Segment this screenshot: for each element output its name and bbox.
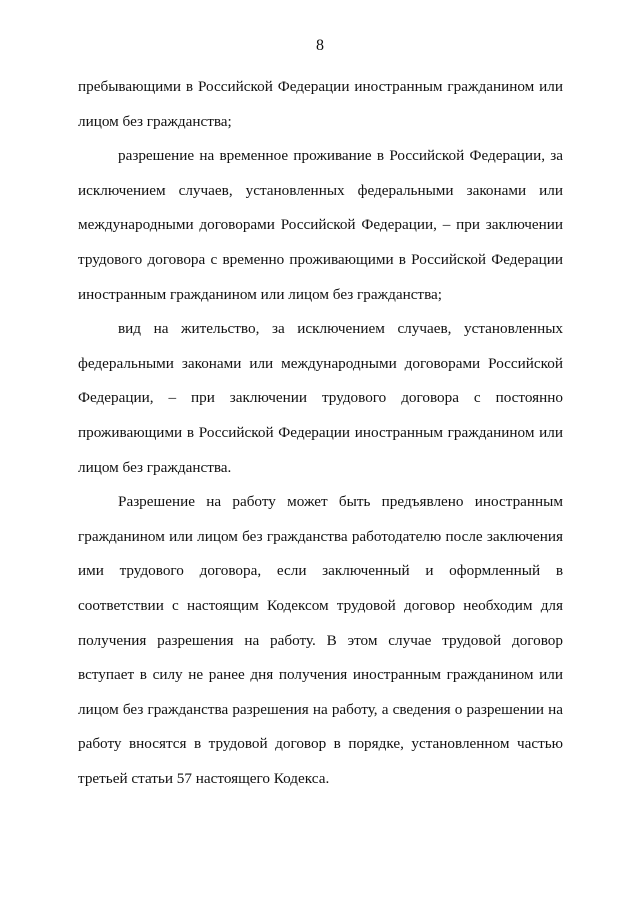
paragraph-temporary-residence-permit: разрешение на временное проживание в Российской Федерации, за исключением случаев, установленных федеральными законами или международными договорами Российской Федерации, – при заключении трудового договора с временно проживающими в Российской Федерации иностранным гражданином или лицом без гражданства; [78, 147, 563, 303]
paragraph-continuation: пребывающими в Российской Федерации иностранным гражданином или лицом без гражданства; [78, 78, 563, 130]
paragraph-work-permit: Разрешение на работу может быть предъявлено иностранным гражданином или лицом без гражданства работодателю после заключения ими трудового договора, если заключенный и оформленный в соответствии с настоящим Кодексом трудовой договор необходим для получения разрешения на работу. В этом случае трудовой договор вступает в силу не ранее дня получения иностранным гражданином или лицом без гражданства разрешения на работу, а сведения о разрешении на работу вносятся в трудовой договор в порядке, установленном частью третьей статьи 57 настоящего Кодекса. [78, 493, 563, 787]
page-number: 8 [316, 37, 324, 54]
paragraph-residence-permit: вид на жительство, за исключением случаев, установленных федеральными законами или международными договорами Российской Федерации, – при заключении трудового договора с постоянно проживающими в Российской Федерации иностранным гражданином или лицом без гражданства. [78, 320, 563, 476]
document-body [78, 70, 563, 796]
